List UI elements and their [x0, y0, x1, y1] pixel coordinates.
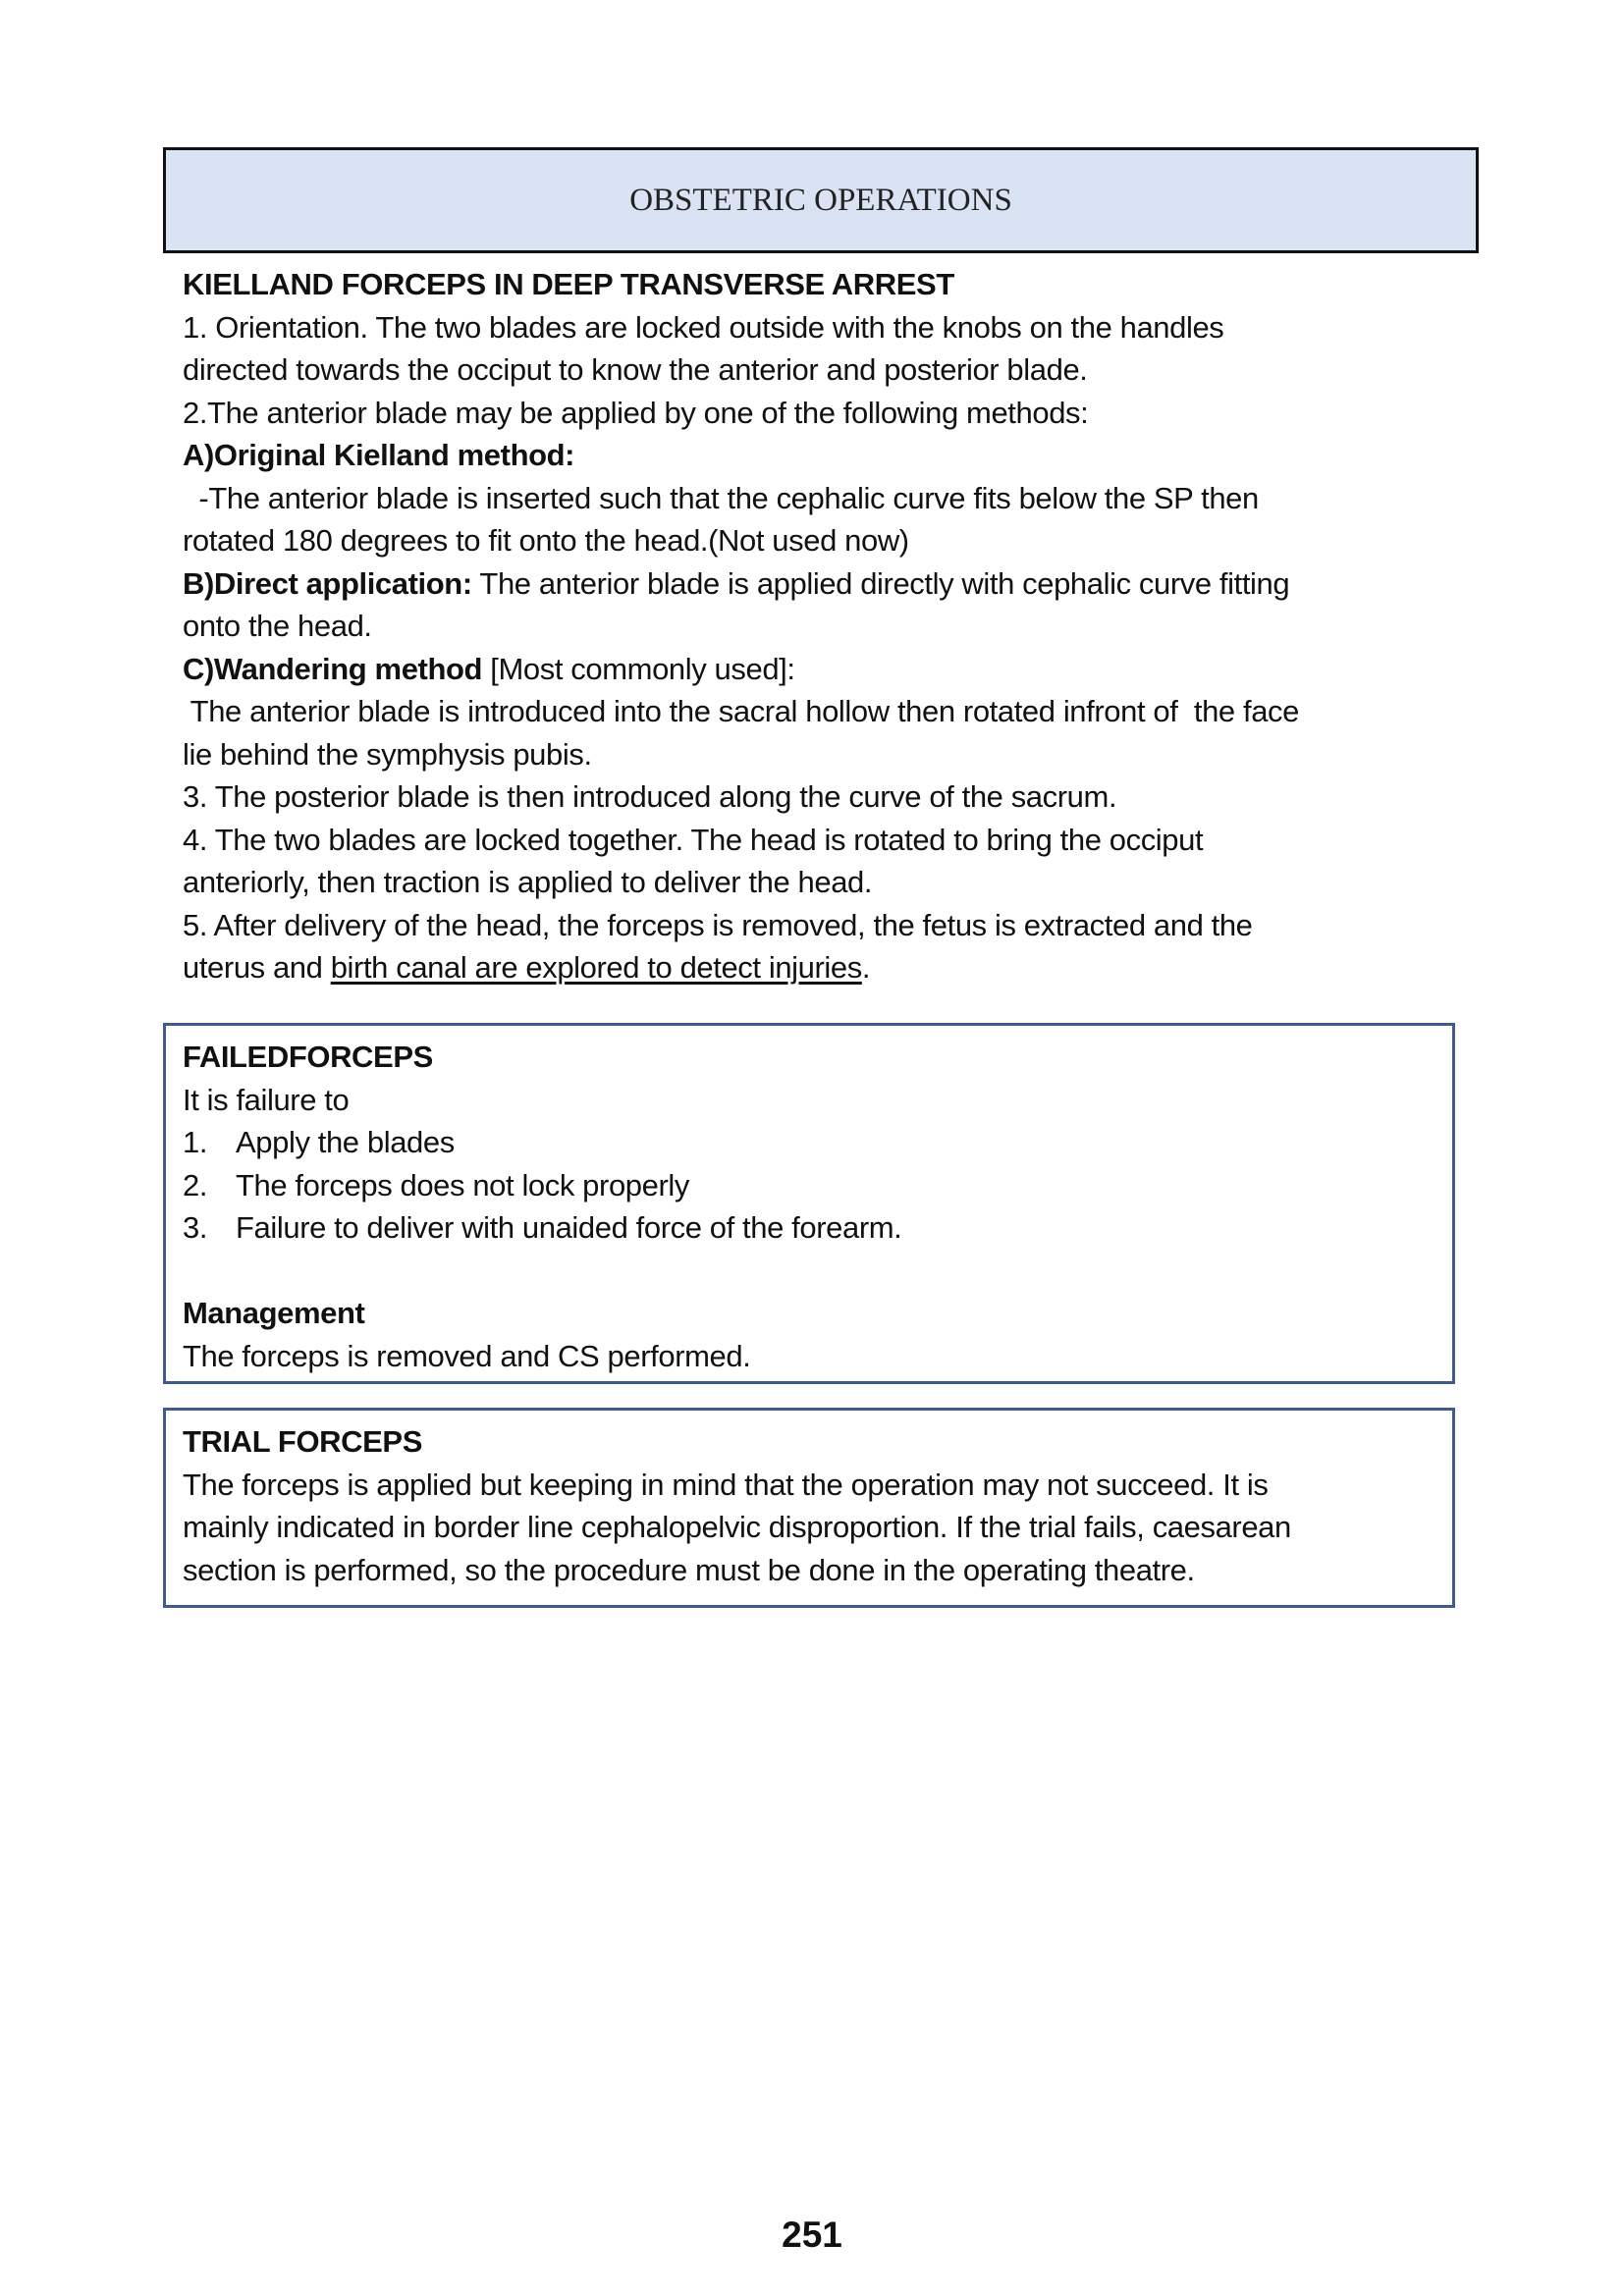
text-line: mainly indicated in border line cephalopelvic disproportion. If the trial fails, caesarean: [183, 1510, 1291, 1544]
section-heading: KIELLAND FORCEPS IN DEEP TRANSVERSE ARREST: [183, 267, 954, 301]
chapter-header: [163, 147, 1479, 253]
text-line: 2.The anterior blade may be applied by one of the following methods:: [183, 395, 1089, 430]
management-heading: Management: [183, 1296, 365, 1330]
text-line: rotated 180 degrees to fit onto the head.(Not used now): [183, 523, 909, 558]
list-item: [183, 1206, 1452, 1250]
text-line: The forceps is removed and CS performed.: [183, 1338, 751, 1373]
list-number: 2.: [183, 1167, 208, 1202]
trial-forceps-box: [163, 1408, 1455, 1608]
chapter-title: OBSTETRIC OPERATIONS: [629, 182, 1012, 218]
list-item: [183, 1164, 1452, 1207]
text-line: -The anterior blade is inserted such that the cephalic curve fits below the SP then: [183, 480, 1259, 515]
text-line: 5. After delivery of the head, the forceps is removed, the fetus is extracted and the: [183, 907, 1253, 942]
list-text: Failure to deliver with unaided force of the forearm.: [236, 1210, 902, 1245]
list-item: [183, 1121, 1452, 1164]
text-line: 1. Orientation. The two blades are locked outside with the knobs on the handles: [183, 309, 1224, 345]
text-line: It is failure to: [183, 1082, 350, 1117]
text-line: The anterior blade is introduced into the sacral hollow then rotated infront of the face: [183, 694, 1299, 728]
text-line: directed towards the occiput to know the anterior and posterior blade.: [183, 352, 1088, 387]
list-text: Apply the blades: [236, 1125, 455, 1159]
underlined-text: birth canal are explored to detect injuries: [330, 950, 862, 985]
method-a-label: A)Original Kielland method:: [183, 438, 575, 472]
text-line: .: [861, 950, 871, 985]
text-line: 4. The two blades are locked together. The head is rotated to bring the occiput: [183, 822, 1204, 857]
text-line: anteriorly, then traction is applied to deliver the head.: [183, 865, 873, 899]
kielland-section: [183, 263, 1299, 989]
text-line: The forceps is applied but keeping in mind that the operation may not succeed. It is: [183, 1467, 1269, 1502]
text-line: section is performed, so the procedure must be done in the operating theatre.: [183, 1552, 1195, 1587]
list-number: 1.: [183, 1125, 208, 1159]
list-number: 3.: [183, 1210, 208, 1245]
text-line: [Most commonly used]:: [482, 651, 795, 686]
method-b-label: B)Direct application:: [183, 565, 472, 601]
method-c-label: C)Wandering method: [183, 651, 483, 686]
section-heading: TRIAL FORCEPS: [183, 1424, 422, 1459]
text-line: onto the head.: [183, 609, 372, 643]
section-heading: FAILEDFORCEPS: [183, 1040, 433, 1074]
list-text: The forceps does not lock properly: [236, 1167, 689, 1202]
text-line: lie behind the symphysis pubis.: [183, 736, 592, 772]
page-number: 251: [782, 2215, 842, 2255]
failed-forceps-box: [163, 1023, 1455, 1384]
text-line: 3. The posterior blade is then introduced along the curve of the sacrum.: [183, 779, 1117, 814]
text-line: The anterior blade is applied directly with cephalic curve fitting: [471, 565, 1290, 601]
text-line: uterus and: [183, 950, 331, 985]
